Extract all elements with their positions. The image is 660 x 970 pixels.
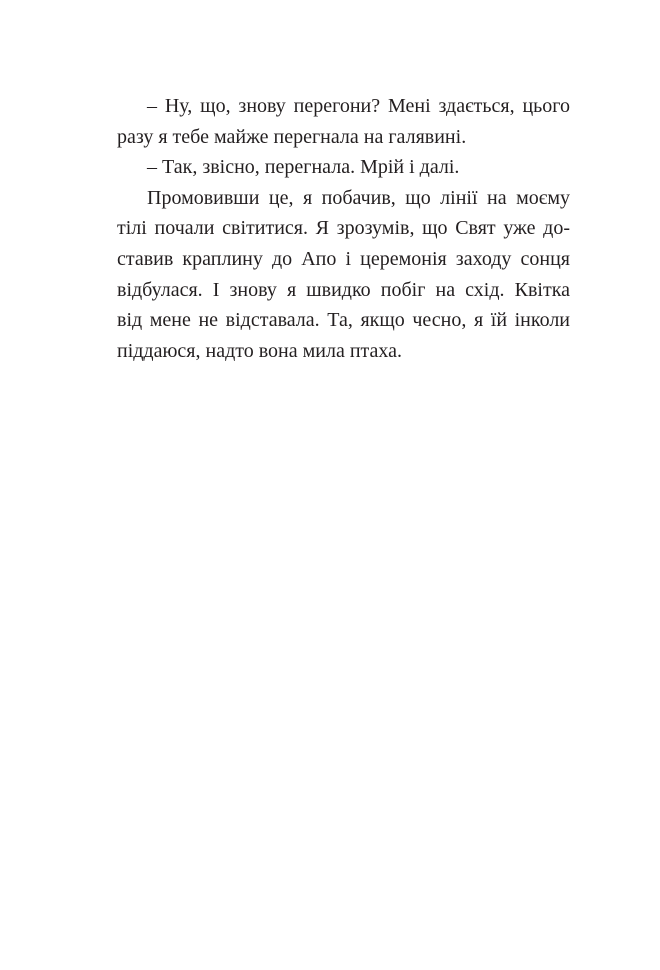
text-line: ставив краплину до Апо і церемонія заходу сонця [117, 247, 570, 270]
text-line: – Так, звісно, перегнала. Мрій і далі. [147, 156, 460, 179]
text-line: Промовивши це, я побачив, що лінії на моєму [147, 186, 570, 209]
text-line: відбулася. І знову я швидко побіг на схід. Квітка [117, 278, 570, 301]
text-line: піддаюся, надто вона мила птаха. [117, 339, 403, 362]
text-line: разу я тебе майже перегнала на галявині. [117, 125, 467, 148]
text-line: – Ну, що, знову перегони? Мені здається, цього [147, 95, 570, 117]
body-text [117, 91, 570, 366]
text-line: від мене не відставала. Та, якщо чесно, я їй інколи [117, 309, 570, 332]
text-line: тілі почали світитися. Я зрозумів, що Свят уже до- [117, 217, 570, 240]
